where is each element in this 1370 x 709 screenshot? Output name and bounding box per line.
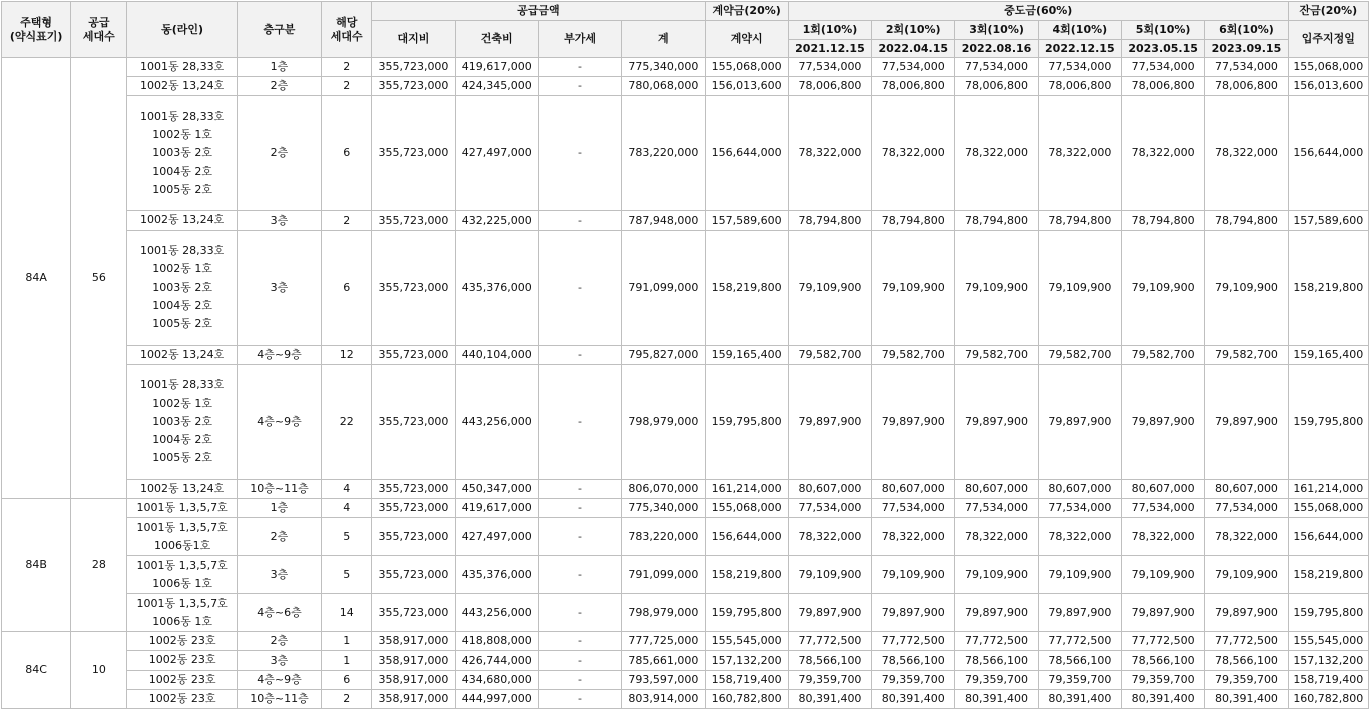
deposit-cell: 161,214,000 — [705, 479, 788, 498]
header-installment-3: 3회(10%) — [955, 21, 1038, 40]
balance-cell: 156,644,000 — [1288, 518, 1368, 556]
installment-3-cell: 79,582,700 — [955, 345, 1038, 364]
installment-1-cell: 79,359,700 — [788, 670, 871, 689]
installment-3-cell: 79,109,900 — [955, 556, 1038, 594]
installment-2-cell: 79,582,700 — [872, 345, 955, 364]
building-cost-cell: 434,680,000 — [455, 670, 538, 689]
installment-2-cell: 79,359,700 — [872, 670, 955, 689]
floor-cell: 4층~9층 — [237, 345, 321, 364]
land-cost-cell: 355,723,000 — [372, 499, 455, 518]
installment-3-cell: 78,566,100 — [955, 651, 1038, 670]
units-cell: 6 — [322, 230, 372, 345]
installment-6-cell: 79,582,700 — [1205, 345, 1288, 364]
header-type: 주택형 (약식표기) — [2, 2, 71, 58]
land-cost-cell: 355,723,000 — [372, 518, 455, 556]
deposit-cell: 156,013,600 — [705, 77, 788, 96]
deposit-cell: 159,165,400 — [705, 345, 788, 364]
installment-6-cell: 79,897,900 — [1205, 364, 1288, 479]
land-cost-cell: 355,723,000 — [372, 556, 455, 594]
installment-2-cell: 80,607,000 — [872, 479, 955, 498]
installment-4-cell: 79,359,700 — [1038, 670, 1121, 689]
installment-4-cell: 80,607,000 — [1038, 479, 1121, 498]
header-installment-6-date: 2023.09.15 — [1205, 40, 1288, 58]
units-cell: 4 — [322, 499, 372, 518]
installment-2-cell: 78,006,800 — [872, 77, 955, 96]
table-row — [2, 230, 1369, 345]
land-cost-cell: 355,723,000 — [372, 77, 455, 96]
installment-6-cell: 78,322,000 — [1205, 518, 1288, 556]
floor-cell: 4층~9층 — [237, 364, 321, 479]
installment-4-cell: 80,391,400 — [1038, 689, 1121, 708]
installment-4-cell: 77,772,500 — [1038, 632, 1121, 651]
installment-6-cell: 77,772,500 — [1205, 632, 1288, 651]
installment-1-cell: 78,006,800 — [788, 77, 871, 96]
deposit-cell: 157,132,200 — [705, 651, 788, 670]
vat-cell: - — [538, 230, 621, 345]
dong-line-cell: 1002동 23호 — [127, 689, 237, 708]
installment-1-cell: 78,322,000 — [788, 518, 871, 556]
header-total: 계 — [622, 21, 705, 58]
vat-cell: - — [538, 670, 621, 689]
balance-cell: 158,219,800 — [1288, 230, 1368, 345]
supply-units-cell: 28 — [71, 499, 127, 632]
header-vat: 부가세 — [538, 21, 621, 58]
total-cell: 775,340,000 — [622, 58, 705, 77]
installment-6-cell: 77,534,000 — [1205, 58, 1288, 77]
installment-1-cell: 79,897,900 — [788, 594, 871, 632]
installment-5-cell: 78,006,800 — [1121, 77, 1204, 96]
price-table — [1, 1, 1369, 709]
units-cell: 5 — [322, 518, 372, 556]
land-cost-cell: 358,917,000 — [372, 689, 455, 708]
vat-cell: - — [538, 58, 621, 77]
header-installment-4: 4회(10%) — [1038, 21, 1121, 40]
building-cost-cell: 426,744,000 — [455, 651, 538, 670]
installment-1-cell: 78,322,000 — [788, 96, 871, 211]
header-middle-payment: 중도금(60%) — [788, 2, 1288, 21]
total-cell: 775,340,000 — [622, 499, 705, 518]
building-cost-cell: 450,347,000 — [455, 479, 538, 498]
installment-1-cell: 77,534,000 — [788, 58, 871, 77]
installment-2-cell: 79,897,900 — [872, 364, 955, 479]
vat-cell: - — [538, 556, 621, 594]
dong-line-cell: 1002동 13,24호 — [127, 77, 237, 96]
total-cell: 803,914,000 — [622, 689, 705, 708]
header-dong-line: 동(라인) — [127, 2, 237, 58]
building-cost-cell: 419,617,000 — [455, 499, 538, 518]
units-cell: 1 — [322, 651, 372, 670]
vat-cell: - — [538, 364, 621, 479]
building-cost-cell: 427,497,000 — [455, 518, 538, 556]
vat-cell: - — [538, 77, 621, 96]
dong-line-cell: 1002동 13,24호 — [127, 211, 237, 230]
deposit-cell: 158,719,400 — [705, 670, 788, 689]
installment-3-cell: 77,772,500 — [955, 632, 1038, 651]
installment-4-cell: 79,109,900 — [1038, 230, 1121, 345]
installment-4-cell: 78,322,000 — [1038, 518, 1121, 556]
building-cost-cell: 424,345,000 — [455, 77, 538, 96]
vat-cell: - — [538, 345, 621, 364]
installment-5-cell: 79,109,900 — [1121, 230, 1204, 345]
floor-cell: 2층 — [237, 518, 321, 556]
floor-cell: 1층 — [237, 499, 321, 518]
installment-6-cell: 79,897,900 — [1205, 594, 1288, 632]
header-installment-5-date: 2023.05.15 — [1121, 40, 1204, 58]
balance-cell: 156,644,000 — [1288, 96, 1368, 211]
table-header — [2, 2, 1369, 58]
installment-5-cell: 80,607,000 — [1121, 479, 1204, 498]
installment-1-cell: 79,897,900 — [788, 364, 871, 479]
floor-cell: 1층 — [237, 58, 321, 77]
total-cell: 793,597,000 — [622, 670, 705, 689]
dong-line-cell: 1002동 23호 — [127, 632, 237, 651]
vat-cell: - — [538, 96, 621, 211]
header-installment-2-date: 2022.04.15 — [872, 40, 955, 58]
total-cell: 798,979,000 — [622, 364, 705, 479]
deposit-cell: 155,545,000 — [705, 632, 788, 651]
deposit-cell: 160,782,800 — [705, 689, 788, 708]
installment-6-cell: 79,109,900 — [1205, 230, 1288, 345]
land-cost-cell: 355,723,000 — [372, 594, 455, 632]
header-balance-sub: 입주지정일 — [1288, 21, 1368, 58]
balance-cell: 161,214,000 — [1288, 479, 1368, 498]
total-cell: 806,070,000 — [622, 479, 705, 498]
balance-cell: 155,068,000 — [1288, 499, 1368, 518]
table-row — [2, 632, 1369, 651]
header-supply-units: 공급 세대수 — [71, 2, 127, 58]
installment-4-cell: 79,897,900 — [1038, 594, 1121, 632]
supply-units-cell: 56 — [71, 58, 127, 499]
land-cost-cell: 355,723,000 — [372, 364, 455, 479]
table-row — [2, 345, 1369, 364]
installment-4-cell: 79,109,900 — [1038, 556, 1121, 594]
header-units: 해당 세대수 — [322, 2, 372, 58]
installment-5-cell: 77,534,000 — [1121, 58, 1204, 77]
installment-5-cell: 79,897,900 — [1121, 364, 1204, 479]
dong-line-cell: 1001동 1,3,5,7호 1006동 1호 — [127, 594, 237, 632]
dong-line-cell: 1001동 1,3,5,7호 1006동1호 — [127, 518, 237, 556]
deposit-cell: 156,644,000 — [705, 518, 788, 556]
building-cost-cell: 427,497,000 — [455, 96, 538, 211]
vat-cell: - — [538, 479, 621, 498]
installment-3-cell: 79,897,900 — [955, 594, 1038, 632]
installment-2-cell: 79,109,900 — [872, 556, 955, 594]
table-row — [2, 670, 1369, 689]
installment-6-cell: 78,566,100 — [1205, 651, 1288, 670]
balance-cell: 157,589,600 — [1288, 211, 1368, 230]
installment-4-cell: 78,794,800 — [1038, 211, 1121, 230]
floor-cell: 3층 — [237, 651, 321, 670]
dong-line-cell: 1002동 13,24호 — [127, 345, 237, 364]
floor-cell: 2층 — [237, 96, 321, 211]
building-cost-cell: 443,256,000 — [455, 364, 538, 479]
header-deposit: 계약금(20%) — [705, 2, 788, 21]
installment-5-cell: 79,109,900 — [1121, 556, 1204, 594]
deposit-cell: 156,644,000 — [705, 96, 788, 211]
header-balance: 잔금(20%) — [1288, 2, 1368, 21]
installment-6-cell: 77,534,000 — [1205, 499, 1288, 518]
floor-cell: 10층~11층 — [237, 689, 321, 708]
installment-1-cell: 80,391,400 — [788, 689, 871, 708]
vat-cell: - — [538, 594, 621, 632]
table-row — [2, 499, 1369, 518]
units-cell: 6 — [322, 670, 372, 689]
total-cell: 780,068,000 — [622, 77, 705, 96]
total-cell: 783,220,000 — [622, 96, 705, 211]
deposit-cell: 155,068,000 — [705, 499, 788, 518]
units-cell: 12 — [322, 345, 372, 364]
installment-4-cell: 78,006,800 — [1038, 77, 1121, 96]
installment-6-cell: 79,359,700 — [1205, 670, 1288, 689]
deposit-cell: 155,068,000 — [705, 58, 788, 77]
units-cell: 22 — [322, 364, 372, 479]
installment-2-cell: 78,322,000 — [872, 96, 955, 211]
header-installment-1: 1회(10%) — [788, 21, 871, 40]
installment-3-cell: 78,006,800 — [955, 77, 1038, 96]
installment-1-cell: 79,109,900 — [788, 230, 871, 345]
header-deposit-sub: 계약시 — [705, 21, 788, 58]
table-row — [2, 651, 1369, 670]
table-row — [2, 58, 1369, 77]
installment-2-cell: 79,897,900 — [872, 594, 955, 632]
deposit-cell: 157,589,600 — [705, 211, 788, 230]
floor-cell: 3층 — [237, 230, 321, 345]
table-body — [2, 58, 1369, 709]
table-row — [2, 689, 1369, 708]
installment-1-cell: 77,534,000 — [788, 499, 871, 518]
installment-5-cell: 78,566,100 — [1121, 651, 1204, 670]
vat-cell: - — [538, 651, 621, 670]
installment-5-cell: 79,582,700 — [1121, 345, 1204, 364]
total-cell: 777,725,000 — [622, 632, 705, 651]
balance-cell: 160,782,800 — [1288, 689, 1368, 708]
table-row — [2, 211, 1369, 230]
dong-line-cell: 1001동 1,3,5,7호 1006동 1호 — [127, 556, 237, 594]
building-cost-cell: 432,225,000 — [455, 211, 538, 230]
installment-1-cell: 77,772,500 — [788, 632, 871, 651]
installment-3-cell: 78,322,000 — [955, 518, 1038, 556]
installment-4-cell: 79,582,700 — [1038, 345, 1121, 364]
installment-2-cell: 77,534,000 — [872, 58, 955, 77]
installment-2-cell: 80,391,400 — [872, 689, 955, 708]
units-cell: 2 — [322, 77, 372, 96]
installment-2-cell: 78,322,000 — [872, 518, 955, 556]
header-land: 대지비 — [372, 21, 455, 58]
installment-5-cell: 77,772,500 — [1121, 632, 1204, 651]
type-cell: 84A — [2, 58, 71, 499]
installment-6-cell: 78,794,800 — [1205, 211, 1288, 230]
units-cell: 6 — [322, 96, 372, 211]
installment-4-cell: 77,534,000 — [1038, 58, 1121, 77]
installment-3-cell: 77,534,000 — [955, 58, 1038, 77]
dong-line-cell: 1001동 28,33호 1002동 1호 1003동 2호 1004동 2호 1005동 2호 — [127, 96, 237, 211]
installment-3-cell: 80,391,400 — [955, 689, 1038, 708]
balance-cell: 158,719,400 — [1288, 670, 1368, 689]
installment-6-cell: 79,109,900 — [1205, 556, 1288, 594]
total-cell: 787,948,000 — [622, 211, 705, 230]
total-cell: 783,220,000 — [622, 518, 705, 556]
dong-line-cell: 1002동 23호 — [127, 670, 237, 689]
floor-cell: 3층 — [237, 211, 321, 230]
land-cost-cell: 355,723,000 — [372, 230, 455, 345]
header-floor: 층구분 — [237, 2, 321, 58]
vat-cell: - — [538, 632, 621, 651]
deposit-cell: 158,219,800 — [705, 556, 788, 594]
land-cost-cell: 358,917,000 — [372, 651, 455, 670]
building-cost-cell: 443,256,000 — [455, 594, 538, 632]
installment-2-cell: 78,794,800 — [872, 211, 955, 230]
building-cost-cell: 444,997,000 — [455, 689, 538, 708]
installment-6-cell: 78,322,000 — [1205, 96, 1288, 211]
building-cost-cell: 418,808,000 — [455, 632, 538, 651]
total-cell: 795,827,000 — [622, 345, 705, 364]
balance-cell: 159,795,800 — [1288, 594, 1368, 632]
installment-4-cell: 78,566,100 — [1038, 651, 1121, 670]
units-cell: 2 — [322, 689, 372, 708]
installment-5-cell: 79,359,700 — [1121, 670, 1204, 689]
table-row — [2, 77, 1369, 96]
header-building: 건축비 — [455, 21, 538, 58]
floor-cell: 4층~9층 — [237, 670, 321, 689]
building-cost-cell: 435,376,000 — [455, 556, 538, 594]
header-installment-1-date: 2021.12.15 — [788, 40, 871, 58]
units-cell: 4 — [322, 479, 372, 498]
dong-line-cell: 1002동 23호 — [127, 651, 237, 670]
balance-cell: 159,795,800 — [1288, 364, 1368, 479]
vat-cell: - — [538, 518, 621, 556]
installment-1-cell: 79,109,900 — [788, 556, 871, 594]
total-cell: 791,099,000 — [622, 230, 705, 345]
installment-4-cell: 79,897,900 — [1038, 364, 1121, 479]
land-cost-cell: 355,723,000 — [372, 479, 455, 498]
units-cell: 2 — [322, 211, 372, 230]
header-installment-4-date: 2022.12.15 — [1038, 40, 1121, 58]
balance-cell: 158,219,800 — [1288, 556, 1368, 594]
installment-3-cell: 77,534,000 — [955, 499, 1038, 518]
floor-cell: 2층 — [237, 77, 321, 96]
balance-cell: 155,068,000 — [1288, 58, 1368, 77]
dong-line-cell: 1001동 28,33호 1002동 1호 1003동 2호 1004동 2호 1005동 2호 — [127, 230, 237, 345]
installment-3-cell: 79,359,700 — [955, 670, 1038, 689]
installment-2-cell: 78,566,100 — [872, 651, 955, 670]
table-row — [2, 96, 1369, 211]
vat-cell: - — [538, 211, 621, 230]
installment-5-cell: 80,391,400 — [1121, 689, 1204, 708]
table-row — [2, 518, 1369, 556]
table-row — [2, 594, 1369, 632]
header-installment-6: 6회(10%) — [1205, 21, 1288, 40]
units-cell: 1 — [322, 632, 372, 651]
balance-cell: 156,013,600 — [1288, 77, 1368, 96]
header-supply-amount: 공급금액 — [372, 2, 705, 21]
units-cell: 2 — [322, 58, 372, 77]
dong-line-cell: 1001동 28,33호 1002동 1호 1003동 2호 1004동 2호 1005동 2호 — [127, 364, 237, 479]
dong-line-cell: 1001동 28,33호 — [127, 58, 237, 77]
balance-cell: 159,165,400 — [1288, 345, 1368, 364]
total-cell: 791,099,000 — [622, 556, 705, 594]
installment-3-cell: 78,794,800 — [955, 211, 1038, 230]
total-cell: 785,661,000 — [622, 651, 705, 670]
table-row — [2, 479, 1369, 498]
type-cell: 84B — [2, 499, 71, 632]
total-cell: 798,979,000 — [622, 594, 705, 632]
floor-cell: 2층 — [237, 632, 321, 651]
building-cost-cell: 440,104,000 — [455, 345, 538, 364]
balance-cell: 155,545,000 — [1288, 632, 1368, 651]
vat-cell: - — [538, 499, 621, 518]
balance-cell: 157,132,200 — [1288, 651, 1368, 670]
land-cost-cell: 355,723,000 — [372, 96, 455, 211]
installment-1-cell: 78,566,100 — [788, 651, 871, 670]
units-cell: 14 — [322, 594, 372, 632]
deposit-cell: 159,795,800 — [705, 594, 788, 632]
installment-2-cell: 79,109,900 — [872, 230, 955, 345]
land-cost-cell: 358,917,000 — [372, 670, 455, 689]
installment-5-cell: 79,897,900 — [1121, 594, 1204, 632]
installment-1-cell: 79,582,700 — [788, 345, 871, 364]
floor-cell: 10층~11층 — [237, 479, 321, 498]
units-cell: 5 — [322, 556, 372, 594]
installment-4-cell: 78,322,000 — [1038, 96, 1121, 211]
installment-2-cell: 77,534,000 — [872, 499, 955, 518]
installment-4-cell: 77,534,000 — [1038, 499, 1121, 518]
dong-line-cell: 1001동 1,3,5,7호 — [127, 499, 237, 518]
installment-2-cell: 77,772,500 — [872, 632, 955, 651]
installment-5-cell: 78,322,000 — [1121, 96, 1204, 211]
land-cost-cell: 355,723,000 — [372, 345, 455, 364]
installment-1-cell: 80,607,000 — [788, 479, 871, 498]
dong-line-cell: 1002동 13,24호 — [127, 479, 237, 498]
type-cell: 84C — [2, 632, 71, 709]
installment-5-cell: 78,322,000 — [1121, 518, 1204, 556]
installment-3-cell: 79,109,900 — [955, 230, 1038, 345]
land-cost-cell: 355,723,000 — [372, 58, 455, 77]
deposit-cell: 159,795,800 — [705, 364, 788, 479]
installment-6-cell: 80,391,400 — [1205, 689, 1288, 708]
table-row — [2, 364, 1369, 479]
vat-cell: - — [538, 689, 621, 708]
installment-5-cell: 78,794,800 — [1121, 211, 1204, 230]
header-installment-3-date: 2022.08.16 — [955, 40, 1038, 58]
land-cost-cell: 355,723,000 — [372, 211, 455, 230]
installment-5-cell: 77,534,000 — [1121, 499, 1204, 518]
installment-6-cell: 80,607,000 — [1205, 479, 1288, 498]
table-row — [2, 556, 1369, 594]
installment-3-cell: 78,322,000 — [955, 96, 1038, 211]
floor-cell: 3층 — [237, 556, 321, 594]
installment-6-cell: 78,006,800 — [1205, 77, 1288, 96]
land-cost-cell: 358,917,000 — [372, 632, 455, 651]
installment-3-cell: 80,607,000 — [955, 479, 1038, 498]
header-installment-5: 5회(10%) — [1121, 21, 1204, 40]
supply-units-cell: 10 — [71, 632, 127, 709]
floor-cell: 4층~6층 — [237, 594, 321, 632]
building-cost-cell: 419,617,000 — [455, 58, 538, 77]
deposit-cell: 158,219,800 — [705, 230, 788, 345]
installment-3-cell: 79,897,900 — [955, 364, 1038, 479]
building-cost-cell: 435,376,000 — [455, 230, 538, 345]
installment-1-cell: 78,794,800 — [788, 211, 871, 230]
header-installment-2: 2회(10%) — [872, 21, 955, 40]
